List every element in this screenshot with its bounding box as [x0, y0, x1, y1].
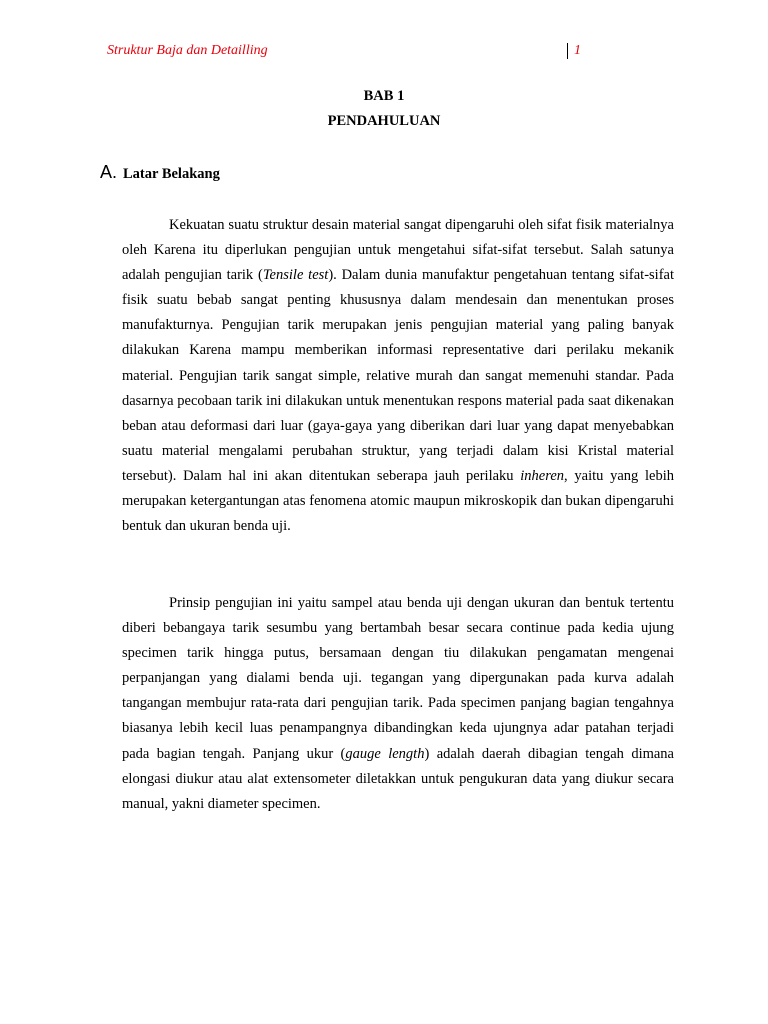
page-number: 1: [574, 43, 581, 58]
paragraph-text: ) adalah daerah dibagian tengah dimana elongasi diukur atau alat extensometer diletakkan untuk pengukuran data yang diukur secara manual, yakni diameter specimen.: [122, 745, 674, 812]
paragraph-background: [122, 213, 674, 539]
header-separator: [567, 43, 568, 59]
section-title: Latar Belakang: [123, 166, 220, 182]
italic-term: gauge length: [345, 745, 425, 762]
paragraph-text: Prinsip pengujian ini yaitu sampel atau benda uji dengan ukuran dan bentuk tertentu diberi bebangaya tarik sesumbu yang bertambah besar secara continue pada kedia ujung specimen tarik hingga putus, bersamaan dengan tiu dilakukan pengamatan mengenai perpanjangan yang dialami benda uji. tegangan yang dipergunakan pada kurva adalah tangangan membujur rata-rata dari pengujian tarik. Pada specimen panjang bagian tengahnya biasanya lebih kecil luas penampangnya dibandingkan keda ujungnya adar patahan terjadi pada bagian tengah. Panjang ukur (: [122, 595, 674, 762]
section-letter: A.: [100, 162, 118, 182]
paragraph-principle: [122, 591, 674, 817]
section-heading: [100, 162, 220, 183]
running-header-title: Struktur Baja dan Detailling: [107, 43, 268, 58]
chapter-title: PENDAHULUAN: [327, 113, 441, 129]
chapter-number: BAB 1: [363, 88, 405, 104]
paragraph-text: , yaitu yang lebih merupakan ketergantungan atas fenomena atomic maupun mikroskopik dan bukan dipengaruhi bentuk dan ukuran benda uji.: [122, 467, 675, 535]
italic-term: inheren: [520, 467, 565, 484]
paragraph-text: ). Dalam dunia manufaktur pengetahuan tentang sifat-sifat fisik suatu bebab sangat penting khususnya dalam mendesain dan menentukan proses manufakturnya. Pengujian tarik merupakan jenis pengujian material yang paling banyak dilakukan Karena mampu memberikan informasi representative dari perilaku mekanik material. Pengujian tarik sangat simple, relative murah dan sangat memenuhi standar. Pada dasarnya pecobaan tarik ini dilakukan untuk menentukan respons material pada saat dikenakan beban atau deformasi dari luar (gaya-gaya yang diberikan dari luar yang dapat menyebabkan suatu material mengalami perubahan struktur, yang terjadi dalam kisi Kristal material tersebut). Dalam hal ini akan ditentukan seberapa jauh perilaku: [122, 267, 674, 484]
italic-term: Tensile test: [262, 267, 329, 284]
paragraph-text: Kekuatan suatu struktur desain material sangat dipengaruhi oleh sifat fisik materialnya oleh Karena itu diperlukan pengujian untuk mengetahui sifat-sifat tersebut. Salah satunya adalah pengujian tarik (: [122, 217, 674, 284]
